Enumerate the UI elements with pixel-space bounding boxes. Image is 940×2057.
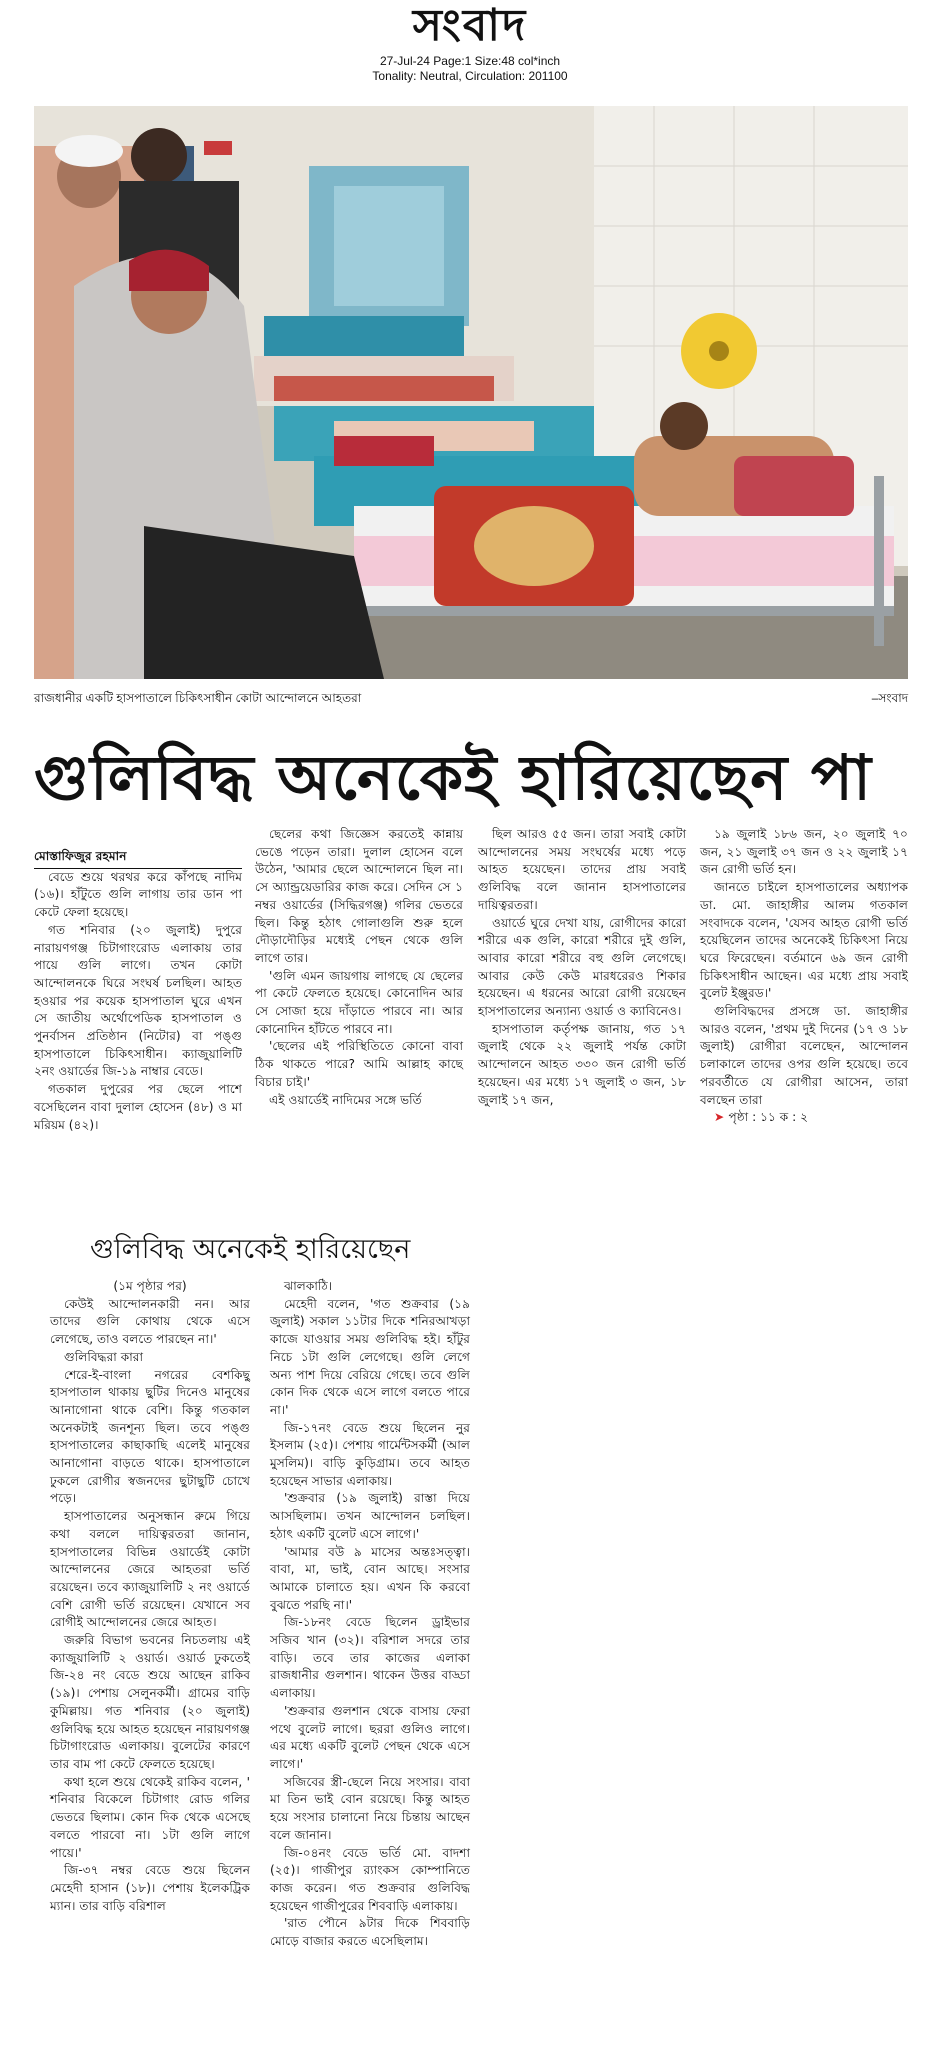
continued-from-note: (১ম পৃষ্ঠার পর) <box>113 1279 187 1293</box>
newspaper-logo <box>330 2 610 50</box>
paragraph: গতকাল দুপুরের পর ছেলে পাশে বসেছিলেন বাবা দুলাল হোসেন (৪৮) ও মা মরিয়ম (৪২)। <box>34 1082 242 1132</box>
photo-caption-row <box>34 690 908 708</box>
arrow-right-icon: ➤ <box>714 1110 729 1125</box>
tonality-line: Tonality: Neutral, Circulation: 201100 <box>372 69 568 83</box>
paragraph: ওয়ার্ডে ঘুরে দেখা যায়, রোগীদের কারো শরীরে এক গুলি, কারো শরীরে দুই গুলি, আবার কারো শরীরে বহু গুলি লেগেছে। আবার কেউ কেউ মারধরেরও শিকার হয়েছেন। এ ধরনের আরো রোগী রয়েছেন হাসপাতালের অন্যান্য ওয়ার্ড ও ক্যাবিনেও। <box>478 915 686 1019</box>
paragraph: ঝালকাঠি। <box>284 1279 333 1293</box>
continuation-column-1 <box>50 1278 250 1915</box>
paragraph: 'শুক্রবার গুলশান থেকে বাসায় ফেরা পথে বুলেট লাগে। ছররা গুলিও লাগে। এর মধ্যে একটি বুলেট পেছন থেকে এসে লাগে।' <box>270 1703 470 1771</box>
paragraph: জরুরি বিভাগ ভবনের নিচতলায় এই ক্যাজুয়ালিটি ২ ওয়ার্ড। ওয়ার্ড ঢুকতেই জি-২৪ নং বেডে শুয়ে আছেন রাকিব (১৯)। পেশায় সেলুনকর্মী। গ্রামের বাড়ি কুমিল্লায়। গত শনিবার (২০ জুলাই) গুলিবিদ্ধ হয়ে আহত হয়েছেন নারায়ণগঞ্জ চিটাগাংরোড এলাকায়। বুলেটের কারণে তার বাম পা কেটে ফেলতে হয়েছে। <box>50 1633 250 1771</box>
photo-caption: রাজধানীর একটি হাসপাতালে চিকিৎসাধীন কোটা আন্দোলনে আহতরা <box>34 691 362 705</box>
paragraph: মেহেদী বলেন, 'গত শুক্রবার (১৯ জুলাই) সকাল ১১টার দিকে শনিরআখড়া কাজে যাওয়ার সময় গুলিবিদ্ধ হই। হাঁটুর নিচে ১টা গুলি লেগেছে। গুলি লেগে অন্য পাশ দিয়ে বেরিয়ে গেছে। তবে গুলি কোন দিক থেকে এসে লাগে বলতে পারে না।' <box>270 1296 470 1417</box>
article-column-1 <box>34 848 242 1134</box>
edition-line: 27-Jul-24 Page:1 Size:48 col*inch <box>379 54 561 68</box>
paragraph: জানতে চাইলে হাসপাতালের অধ্যাপক ডা. মো. জাহাঙ্গীর আলম গতকাল সংবাদকে বলেন, 'যেসব আহত রোগী ভর্তি হয়েছিলেন তাদের অনেকেই চিকিৎসা নিয়ে ঘরে ফিরেছেন। বর্তমানে ৬৯ জন রোগী চিকিৎসাধীন আছেন। এর মধ্যে প্রায় সবাই বুলেট ইঞ্জুরড।' <box>700 880 908 1001</box>
page-jump[interactable] <box>700 1109 908 1127</box>
paragraph: 'শুক্রবার (১৯ জুলাই) রাস্তা দিয়ে আসছিলাম। তখন আন্দোলন চলছিল। হঠাৎ একটি বুলেট এসে লাগে।' <box>270 1491 470 1541</box>
article-column-4 <box>700 826 908 1127</box>
photo-illustration <box>34 106 908 679</box>
subheading: গুলিবিদ্ধরা কারা <box>64 1349 143 1364</box>
paragraph: জি-১৮নং বেডে ছিলেন ড্রাইভার সজিব খান (৩২)। বরিশাল সদরে তার বাড়ি। তবে তার কাজের এলাকা রাজধানীর গুলশান। থাকেন উত্তর বাড্ডা এলাকায়। <box>270 1615 470 1701</box>
paragraph: হাসপাতাল কর্তৃপক্ষ জানায়, গত ১৭ জুলাই থেকে ২২ জুলাই পর্যন্ত কোটা আন্দোলনে আহত ৩৩০ জন রোগী ভর্তি হয়েছেন। এর মধ্যে ১৭ জুলাই ৩ জন, ১৮ জুলাই ১৭ জন, <box>478 1021 686 1107</box>
paragraph: 'গুলি এমন জায়গায় লাগছে যে ছেলের পা কেটে ফেলতে হয়েছে। কোনোদিন আর সে সোজা হয়ে দাঁড়াতে পারবে না। আর কোনোদিন হাঁটতে পারবে না। <box>255 968 463 1036</box>
paragraph: সজিবের স্ত্রী-ছেলে নিয়ে সংসার। বাবা মা তিন ভাই বোন রয়েছে। কিন্তু আহত হয়ে সংসার চালানো নিয়ে চিন্তায় আছেন বলে জানান। <box>270 1774 470 1842</box>
main-headline: গুলিবিদ্ধ অনেকেই হারিয়েছেন পা <box>34 741 872 814</box>
paragraph: এই ওয়ার্ডেই নাদিমের সঙ্গে ভর্তি <box>269 1092 422 1107</box>
photo-credit: –সংবাদ <box>871 691 908 705</box>
paragraph: ১৯ জুলাই ১৮৬ জন, ২০ জুলাই ৭০ জন, ২১ জুলাই ৩৭ জন ও ২২ জুলাই ১৭ জন রোগী ভর্তি হন। <box>700 827 908 877</box>
hospital-ward-photo <box>34 106 908 679</box>
continuation-column-2 <box>270 1278 470 1951</box>
paragraph: জি-১৭নং বেডে শুয়ে ছিলেন নুর ইসলাম (২৫)। পেশায় গার্মেন্টসকর্মী (আল মুসলিম)। বাড়ি কুড়িগ্রাম। তবে আহত হয়েছেন সাভার এলাকায়। <box>270 1420 470 1488</box>
paragraph: জি-০৪নং বেডে ভর্তি মো. বাদশা (২৫)। গাজীপুর র‍্যাংকস কোম্পানিতে কাজ করেন। গত শুক্রবার গুলিবিদ্ধ হয়েছেন গাজীপুরের শিববাড়ি এলাকায়। <box>270 1845 470 1913</box>
paragraph: কথা হলে শুয়ে থেকেই রাকিব বলেন, ' শনিবার বিকেলে চিটাগাং রোড গলির ভেতরে ছিলাম। কোন দিক থেকে এসেছে বলতে পারবো না। ১টা গুলি লাগে পায়ে।' <box>50 1774 250 1860</box>
continuation-headline: গুলিবিদ্ধ অনেকেই হারিয়েছেন <box>90 1234 411 1265</box>
paragraph: 'ছেলের এই পরিস্থিতিতে কোনো বাবা ঠিক থাকতে পারে? আমি আল্লাহ কাছে বিচার চাই।' <box>255 1039 463 1089</box>
article-column-3 <box>478 826 686 1109</box>
article-column-2 <box>255 826 463 1109</box>
masthead <box>0 0 940 90</box>
paragraph: ছেলের কথা জিজ্ঞেস করতেই কান্নায় ভেঙে পড়েন তারা। দুলাল হোসেন বলে উঠেন, 'আমার ছেলে আন্দোলনে ছিল না। সে অ্যান্ড্রয়েডারির কাজ করে। সেদিন সে ১ নম্বর ওয়ার্ডের (সিদ্ধিরগঞ্জ) গলির ভেতরে ছিল। কিন্তু হঠাৎ গোলাগুলি শুরু হলে দৌড়াদৌড়ির মধ্যেই পেছন থেকে গুলি লাগে তার। <box>255 827 463 965</box>
paragraph: জি-৩৭ নম্বর বেডে শুয়ে ছিলেন মেহেদী হাসান (১৮)। পেশায় ইলেকট্রিক ম্যান। তার বাড়ি বরিশাল <box>50 1863 250 1913</box>
paragraph: ছিল আরও ৫৫ জন। তারা সবাই কোটা আন্দোলনের সময় সংঘর্ষের মধ্যে পড়ে আহত হয়েছেন। তাদের প্রায় সবাই গুলিবিদ্ধ বলে জানান হাসপাতালের দায়িত্বরতরা। <box>478 827 686 912</box>
paragraph: গত শনিবার (২০ জুলাই) দুপুরে নারায়ণগঞ্জ চিটাগাংরোড এলাকায় তার পায়ে গুলি লাগে। তখন কোটা আন্দোলনকে ঘিরে সংঘর্ষ চলছিল। আহত হওয়ার পর কয়েক হাসপাতাল ঘুরে এখন সে জাতীয় অর্থোপেডিক হাসপাতাল ও পুনর্বাসন প্রতিষ্ঠান (নিটোর) বা পঙ্গু হাসপাতালে চিকিৎসাধীন। ক্যাজুয়ালিটি ২নং ওয়ার্ডের জি-১৯ নাম্বার বেডে। <box>34 922 242 1079</box>
paragraph: হাসপাতালের অনুসন্ধান রুমে গিয়ে কথা বললে দায়িত্বরতরা জানান, হাসপাতালের বিভিন্ন ওয়ার্ডেই কোটা আন্দোলনের জেরে আহতরা ভর্তি রয়েছেন। তবে ক্যাজুয়ালিটি ২ নং ওয়ার্ডে বেশি রোগী ভর্তি রয়েছেন। যেখানে সব রোগীই আন্দোলনের জেরে আহত। <box>50 1509 250 1630</box>
paragraph: গুলিবিদ্ধদের প্রসঙ্গে ডা. জাহাঙ্গীর আরও বলেন, 'প্রথম দুই দিনের (১৭ ও ১৮ জুলাই) রোগীরা বলেছেন, আন্দোলন চলাকালে তাদের ওপর গুলি হয়েছে। তবে পরবর্তীতে যে রোগীরা আসেন, তারা বলছেন তারা <box>700 1004 908 1107</box>
byline: মোস্তাফিজুর রহমান <box>34 848 242 869</box>
jump-text: পৃষ্ঠা : ১১ ক : ২ <box>728 1110 809 1125</box>
paragraph: শেরে-ই-বাংলা নগরের বেশকিছু হাসপাতাল থাকায় ছুটির দিনেও মানুষের আনাগোনা থাকে বেশি। কিন্তু গতকাল অনেকটাই জনশূন্য ছিল। তবে পঙ্গু হাসপাতালের কাছাকাছি এলেই মানুষের আনাগোনা বাড়তে থাকে। হাসপাতালে ঢুকলে রোগীর স্বজনদের ছুটাছুটি চোখে পড়ে। <box>50 1367 250 1506</box>
paragraph: বেডে শুয়ে থরথর করে কাঁপছে নাদিম (১৬)। হাঁটুতে গুলি লাগায় তার ডান পা কেটে ফেলা হয়েছে। <box>34 869 242 920</box>
paragraph: 'আমার বউ ৯ মাসের অন্তঃসত্ত্বা। বাবা, মা, ভাই, বোন আছে। সংসার আমাকে চালাতে হয়। এখন কি করবো বুঝতে পরছি না।' <box>270 1544 470 1612</box>
paragraph: কেউই আন্দোলনকারী নন। আর তাদের গুলি কোথায় থেকে এসে লেগেছে, তাও বলতে পারছেন না।' <box>50 1296 250 1347</box>
logo-text: সংবাদ <box>412 0 528 51</box>
paragraph: 'রাত পৌনে ৯টার দিকে শিববাড়ি মোড়ে বাজার করতে এসেছিলাম। <box>270 1916 470 1949</box>
